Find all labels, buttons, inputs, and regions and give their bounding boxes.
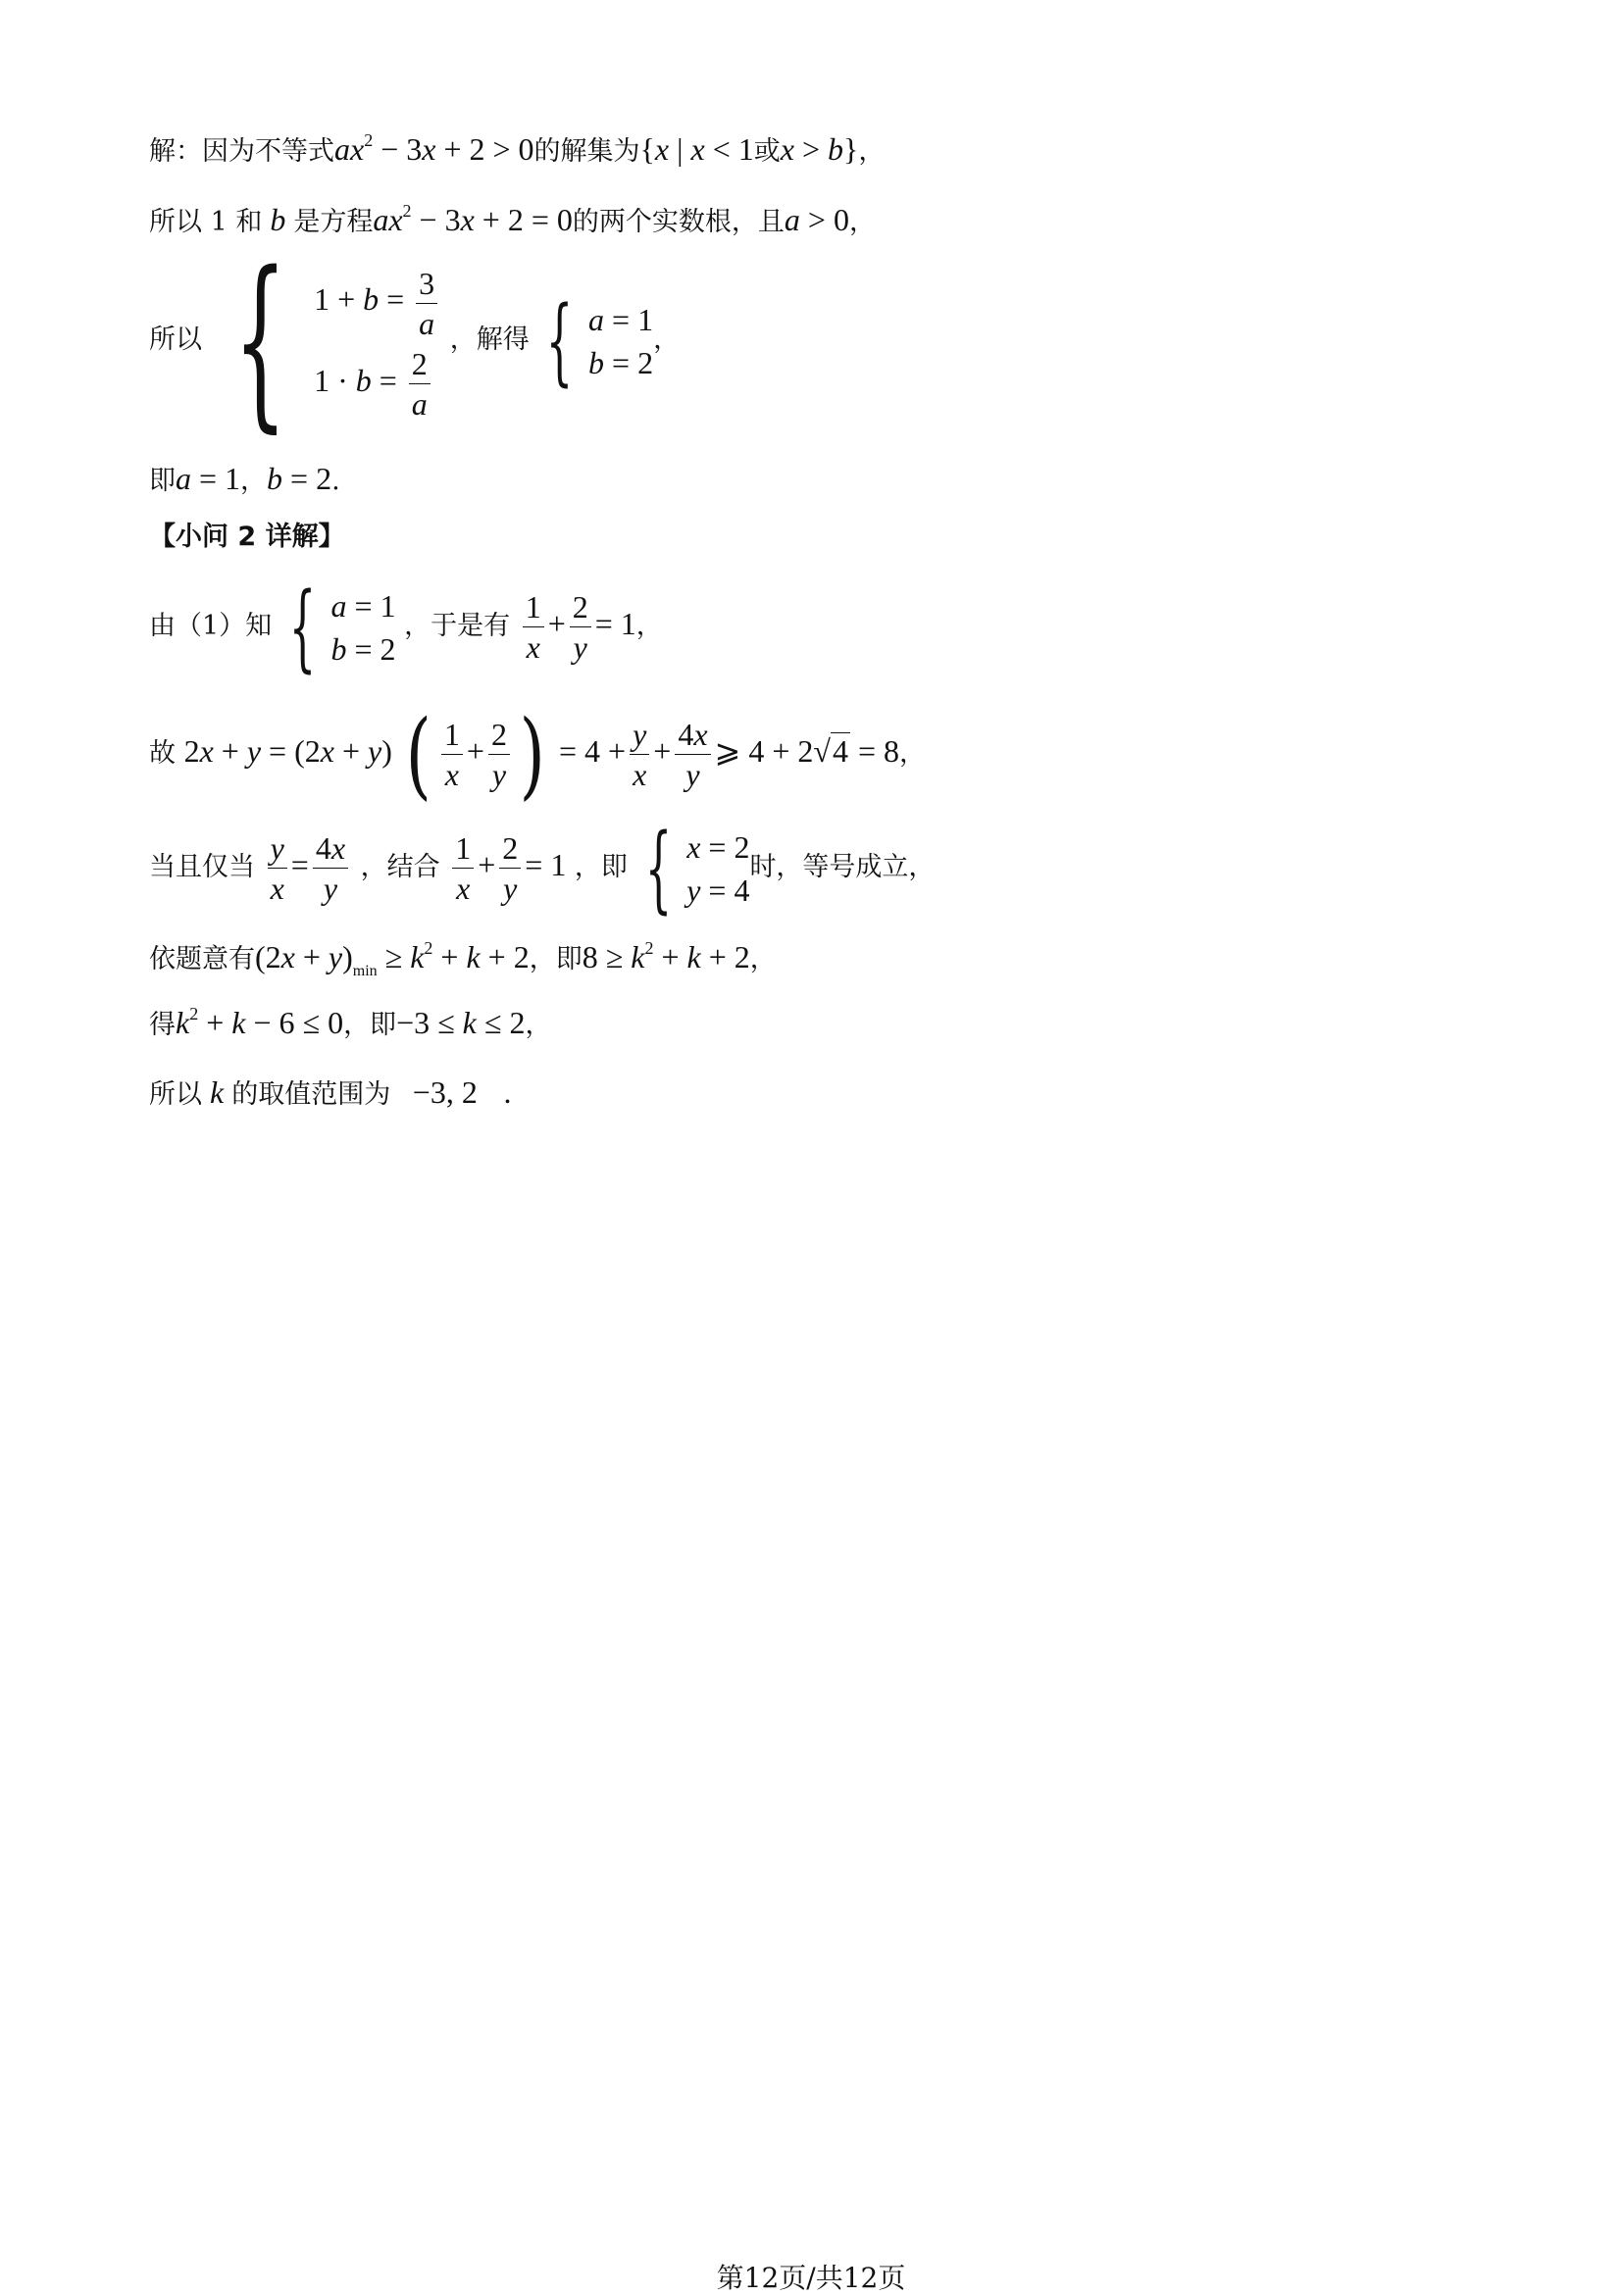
text-segment: 是方程 (293, 207, 374, 237)
text-segment: 解：因为不等式 (149, 136, 334, 167)
text-segment: 所以 (149, 324, 202, 355)
text-segment: 由（1）知 (149, 611, 273, 641)
solution-line-11: 所以 k 的取值范围为 −3, 2 . (149, 1074, 512, 1110)
text-segment: 依题意有 (149, 944, 255, 974)
text-segment: 得 (149, 1010, 176, 1040)
text-segment: 或 (753, 136, 781, 167)
solution-line-9: 依题意有$(2x + y)_{min} \ge k^2 + k + 2$，即$8 \ge k^2 + k + 2$， (149, 938, 777, 979)
range-interval: −3, 2 (412, 1074, 478, 1110)
text-segment: ，即 (574, 852, 628, 882)
text-segment: 的取值范围为 (231, 1079, 391, 1110)
right-paren: ) (519, 699, 545, 810)
text-segment: 时，等号成立， (749, 852, 936, 882)
text-segment: 所以 (149, 1079, 202, 1110)
text-segment: 的两个实数根，且 (572, 207, 785, 237)
text-segment: ，结合 (360, 852, 440, 882)
solution-line-3: 所以 { 1 + b = $\frac{3}{a}$ 1 · b = $\frac{2}{a}$ ，解得 { a = 1 b = 2 ， (149, 231, 681, 449)
left-brace: { (546, 285, 574, 396)
page-footer: 第12页/共12页 (716, 2262, 906, 2294)
left-brace: { (232, 231, 287, 449)
text-segment: ，解得 (449, 324, 530, 355)
equation-system: a = 1 b = 2 (588, 301, 654, 380)
text-segment: 当且仅当 (149, 852, 255, 882)
text-segment: 即 (149, 466, 176, 496)
min-subscript: min (352, 963, 378, 979)
solution-line-8: 当且仅当 $\frac{y}{x}$ = $\frac{4x}{y}$ ，结合 $\frac{1}{x}$ + $\frac{2}{y}$ = 1 ，即 { x = 2 y = 4 时，等号成立， (149, 813, 936, 923)
section-heading: 【小问 2 详解】 (149, 522, 345, 552)
equation-system: a = 1 b = 2 (330, 587, 396, 667)
solution-line-7: 故 2x + y = (2x + y) ( $\frac{1}{x}$ + $\frac{2}{y}$ ) = 4 + $\frac{y}{x}$ + $\frac{4x}{y}$ ⩾ 4 + 2√4 = 8， (149, 699, 927, 810)
left-brace: { (644, 813, 672, 923)
left-paren: ( (406, 699, 432, 810)
solution-line-1: 解：因为不等式$ax^2 - 3x + 2 > 0$的解集为{x | x < 1或x > b}， (149, 130, 886, 167)
left-brace: { (288, 572, 317, 682)
text-segment: 所以 1 和 (149, 207, 263, 237)
solution-line-6: 由（1）知 { a = 1 b = 2 ，于是有 $\frac{1}{x}$ + $\frac{2}{y}$ = 1， (149, 572, 663, 682)
equation-system: x = 2 y = 4 (686, 828, 750, 908)
solution-line-2: 所以 1 和 b 是方程$ax^2 - 3x + 2 = 0$的两个实数根，且a > 0， (149, 201, 876, 237)
text-segment: 的解集为 (533, 136, 640, 167)
text-segment: ，即 (343, 1010, 397, 1040)
solution-line-10: 得$k^2 + k - 6 \le 0$，即−3 ≤ k ≤ 2， (149, 1004, 552, 1040)
text-segment: ，于是有 (404, 611, 511, 641)
text-segment: 故 (149, 738, 176, 769)
text-segment: ，即 (529, 944, 583, 974)
equation-system: 1 + b = $\frac{3}{a}$ 1 · b = $\frac{2}{a}$ (314, 260, 441, 421)
solution-line-4: 即a = 1，b = 2. (149, 461, 340, 496)
